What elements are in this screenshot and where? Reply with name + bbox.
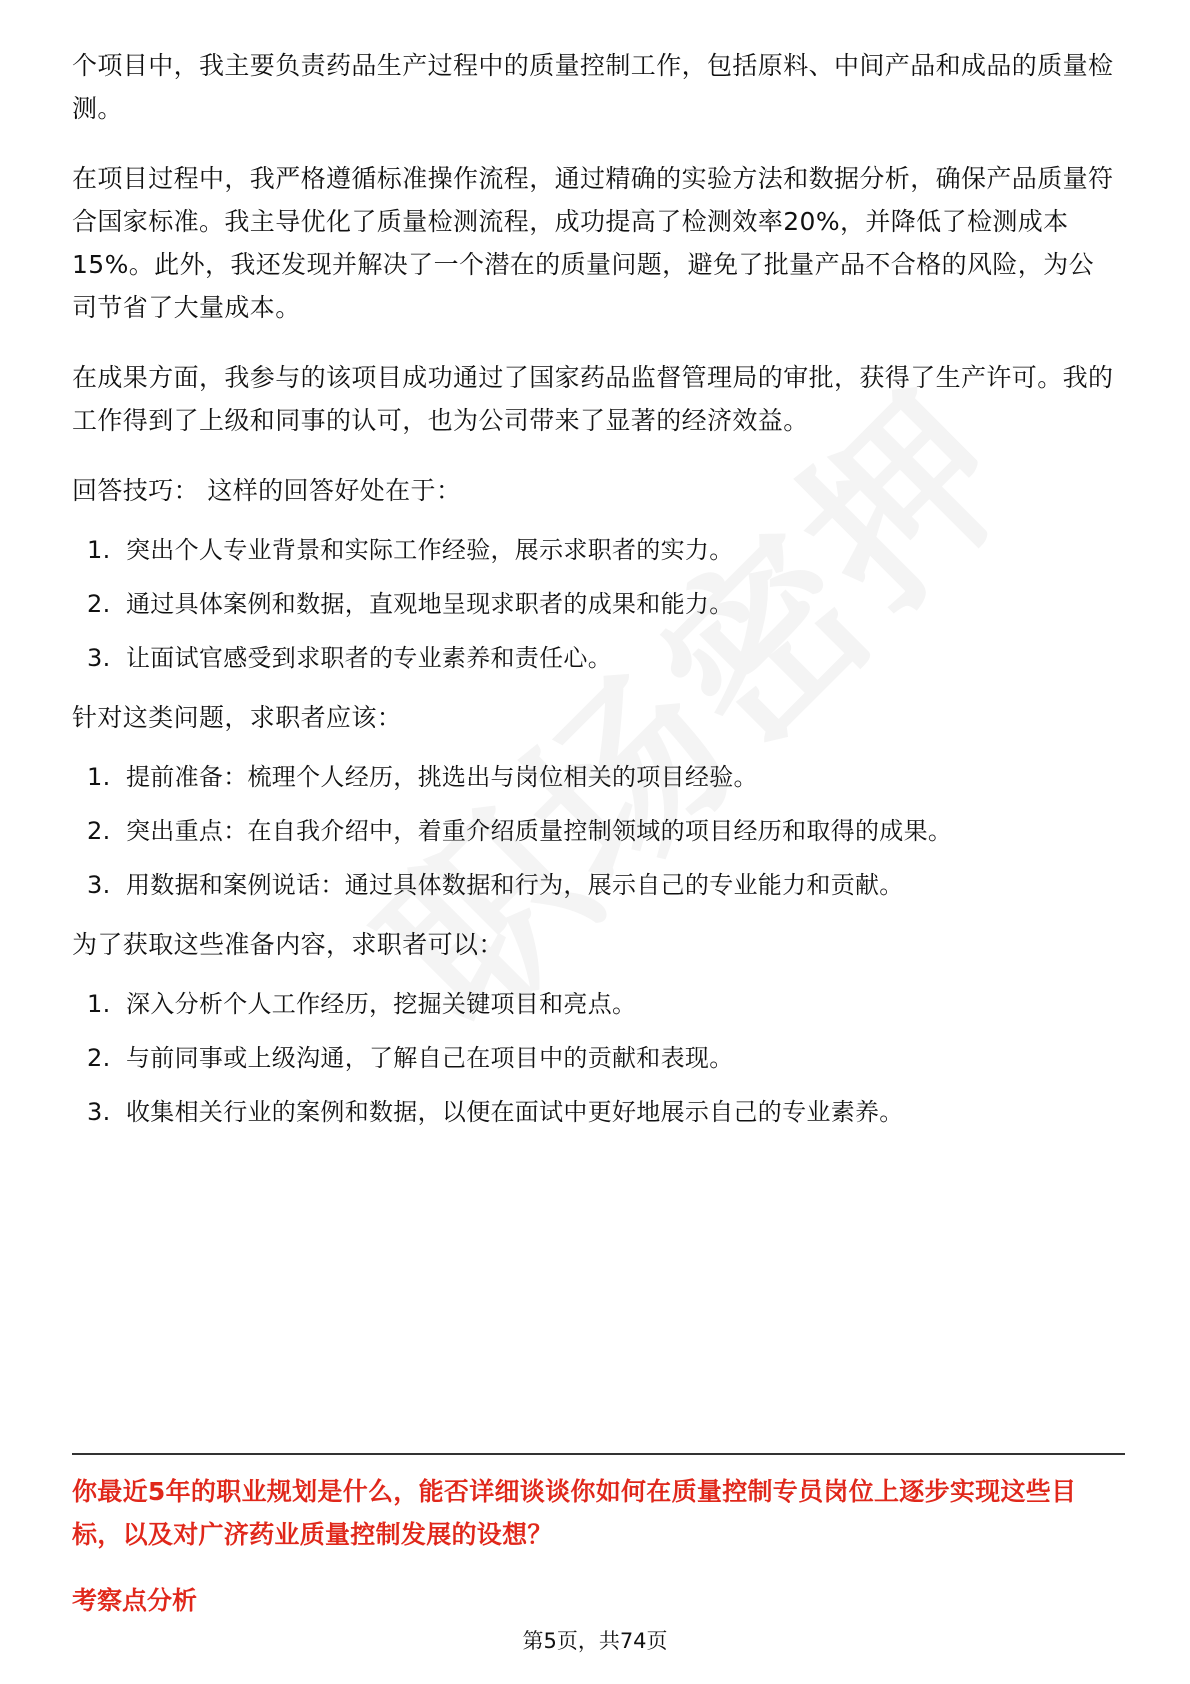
- paragraph-project-results: 在成果方面，我参与的该项目成功通过了国家药品监督管理局的审批，获得了生产许可。我的工作得到了上级和同事的认可，也为公司带来了显著的经济效益。: [72, 363, 1114, 435]
- list-item-number: 1.: [87, 990, 111, 1018]
- tips-list: [72, 534, 1118, 674]
- section-divider: [72, 1453, 1125, 1455]
- list-item-number: 2.: [87, 1044, 111, 1072]
- list-item-number: 2.: [87, 817, 111, 845]
- interview-question: 你最近5年的职业规划是什么，能否详细谈谈你如何在质量控制专员岗位上逐步实现这些目标，以及对广济药业质量控制发展的设想？: [72, 1477, 1077, 1549]
- list-item: [72, 1096, 1118, 1128]
- prep-list-block: [72, 988, 1118, 1128]
- prep-list: [72, 988, 1118, 1128]
- list-item-number: 3.: [87, 871, 111, 899]
- list-item-number: 1.: [87, 763, 111, 791]
- should-list: [72, 761, 1118, 901]
- list-item-text: 突出个人专业背景和实际工作经验，展示求职者的实力。: [126, 536, 734, 564]
- should-list-block: [72, 761, 1118, 901]
- list-item-text: 突出重点：在自我介绍中，着重介绍质量控制领域的项目经历和取得的成果。: [126, 817, 953, 845]
- list-item: [72, 869, 1118, 901]
- list-item: [72, 642, 1118, 674]
- paragraph-project-process: 在项目过程中，我严格遵循标准操作流程，通过精确的实验方法和数据分析，确保产品质量符合国家标准。我主导优化了质量检测流程，成功提高了检测效率20%，并降低了检测成本15%。此外，我还发现并解决了一个潜在的质量问题，避免了批量产品不合格的风险，为公司节省了大量成本。: [72, 164, 1114, 322]
- list-item-text: 深入分析个人工作经历，挖掘关键项目和亮点。: [126, 990, 637, 1018]
- list-item: [72, 988, 1118, 1020]
- list-item-number: 1.: [87, 536, 111, 564]
- list-item-text: 与前同事或上级沟通，了解自己在项目中的贡献和表现。: [126, 1044, 734, 1072]
- list-item-text: 用数据和案例说话：通过具体数据和行为，展示自己的专业能力和贡献。: [126, 871, 904, 899]
- page-body: [72, 44, 1118, 1150]
- list-item: [72, 1042, 1118, 1074]
- paragraph-project-role: 个项目中，我主要负责药品生产过程中的质量控制工作，包括原料、中间产品和成品的质量检测。: [72, 51, 1114, 123]
- should-heading: 针对这类问题，求职者应该：: [72, 703, 403, 732]
- list-item: [72, 588, 1118, 620]
- list-item: [72, 815, 1118, 847]
- analysis-heading: 考察点分析: [72, 1586, 198, 1615]
- list-item-number: 3.: [87, 644, 111, 672]
- list-item-number: 3.: [87, 1098, 111, 1126]
- list-item-text: 收集相关行业的案例和数据，以便在面试中更好地展示自己的专业素养。: [126, 1098, 904, 1126]
- list-item: [72, 761, 1118, 793]
- page-number-footer: 第5页，共74页: [522, 1629, 668, 1653]
- list-item: [72, 534, 1118, 566]
- tips-list-block: [72, 534, 1118, 674]
- list-item-text: 通过具体案例和数据，直观地呈现求职者的成果和能力。: [126, 590, 734, 618]
- list-item-number: 2.: [87, 590, 111, 618]
- list-item-text: 让面试官感受到求职者的专业素养和责任心。: [126, 644, 612, 672]
- list-item-text: 提前准备：梳理个人经历，挑选出与岗位相关的项目经验。: [126, 763, 758, 791]
- prep-heading: 为了获取这些准备内容，求职者可以：: [72, 930, 504, 959]
- tips-heading: 回答技巧： 这样的回答好处在于：: [72, 476, 462, 505]
